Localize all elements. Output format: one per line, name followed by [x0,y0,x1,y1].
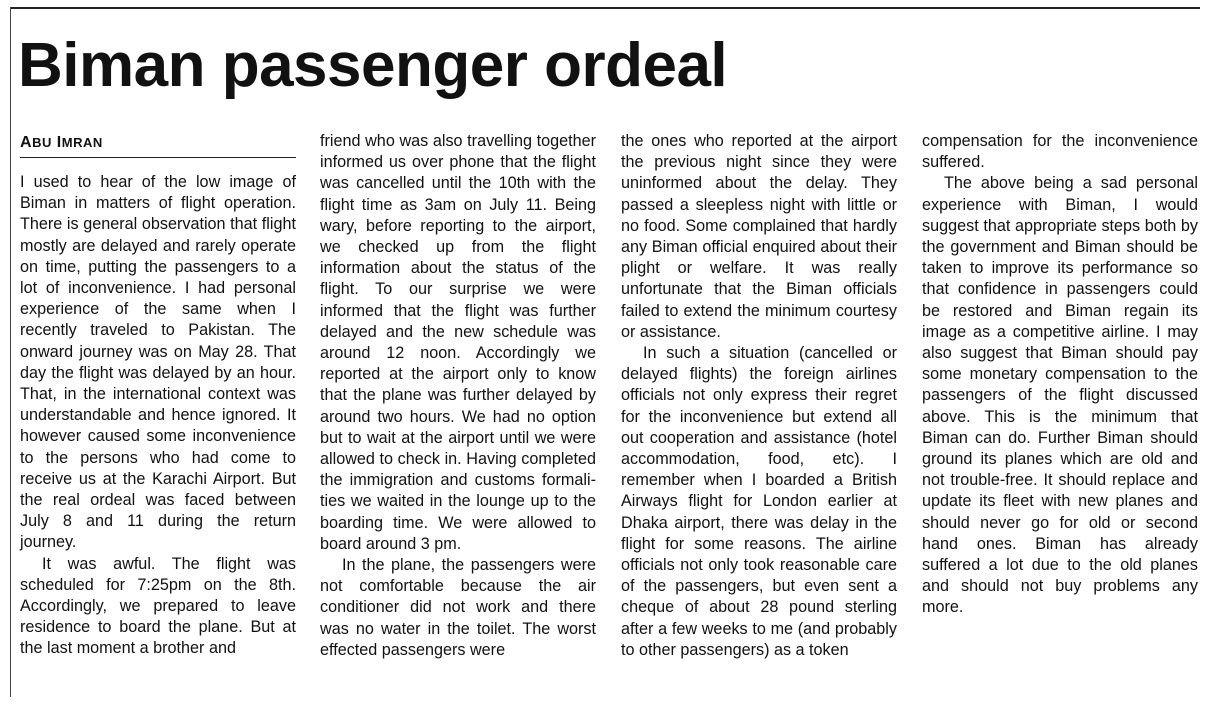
byline-initial-a: A [20,134,33,151]
article-column-3 [621,131,897,661]
paragraph-3-continued: the ones who reported at the airport the previous night since they were uninformed about the delay. They passed a sleepless night with little or no food. Some complained that hardly any Biman official enquired about their plight or welfare. It was really unfortunate that the Biman officials failed to extend the minimum courtesy or assistance. [621,132,897,341]
byline-rest-a: BU [32,135,52,150]
headline: Biman passenger ordeal [18,31,728,100]
byline [20,132,296,158]
paragraph-4-continued: compensation for the inconvenience suffered. [922,132,1198,172]
article-column-4 [922,131,1198,619]
byline-rest-i: MRAN [61,135,103,150]
paragraph-4-start: In such a situation (cancelled or delayed flights) the foreign airlines officials not only express their regret for the inconvenience but extend all out cooperation and assistance (hotel accommodation, food, etc). I remember when I boarded a British Airways flight for London earlier at Dhaka airport, there was delay in the flight for some reasons. The airline officials not only took reasonable care of the passengers, but even sent a cheque of about 28 pound sterling after a few weeks to me (and probably to other passengers) as a token [621,344,897,659]
left-column-rule [10,7,11,697]
paragraph-3-start: In the plane, the passengers were not comfortable because the air conditioner did not work and there was no water in the toilet. The worst effected passengers were [320,556,596,659]
paragraph-1: I used to hear of the low image of Biman in matters of flight operation. There is general observation that flight mostly are delayed and rarely operate on time, putting the passengers to a lot of inconvenience. I had personal experience of the same when I recently traveled to Pakistan. The onward journey was on May 28. That day the flight was delayed by an hour. That, in the international context was understandable and hence ignored. It however caused some inconvenience to the persons who had come to receive us at the Karachi Airport. But the real ordeal was faced between July 8 and 11 during the return journey. [20,173,296,552]
paragraph-2-start: It was awful. The flight was scheduled for 7:25pm on the 8th. Accordingly, we prepared to leave residence to board the plane. But at the last moment a brother and [20,554,296,658]
byline-initial-i: I [56,134,62,151]
article-column-1 [20,172,296,660]
paragraph-5: The above being a sad personal experience with Biman, I would suggest that appropriate steps both by the government and Biman should be taken to improve its performance so that confidence in passengers could be restored and Biman regain its image as a competitive airline. I may also suggest that Biman should pay some monetary compensation to the passengers of the flight discussed above. This is the minimum that Biman can do. Further Biman should ground its planes which are old and not trouble-free. It should replace and update its fleet with new planes and should never go for old or second hand ones. Biman has already suffered a lot due to the old planes and should not buy problems any more. [922,174,1198,617]
top-rule [10,7,1200,9]
article-column-2 [320,131,596,661]
paragraph-2-continued: friend who was also travelling together informed us over phone that the flight was cancelled until the 10th with the flight time as 3am on July 11. Being wary, before reporting to the airport, we checked up from the flight information about the status of the flight. To our surprise we were informed that the flight was further delayed and the new schedule was around 12 noon. Accordingly we reported at the airport only to know that the plane was further delayed by around two hours. We had no option but to wait at the airport until we were allowed to check in. Having completed the immigration and customs formalities we waited in the lounge up to the boarding time. We were allowed to board around 3 pm. [320,132,596,553]
